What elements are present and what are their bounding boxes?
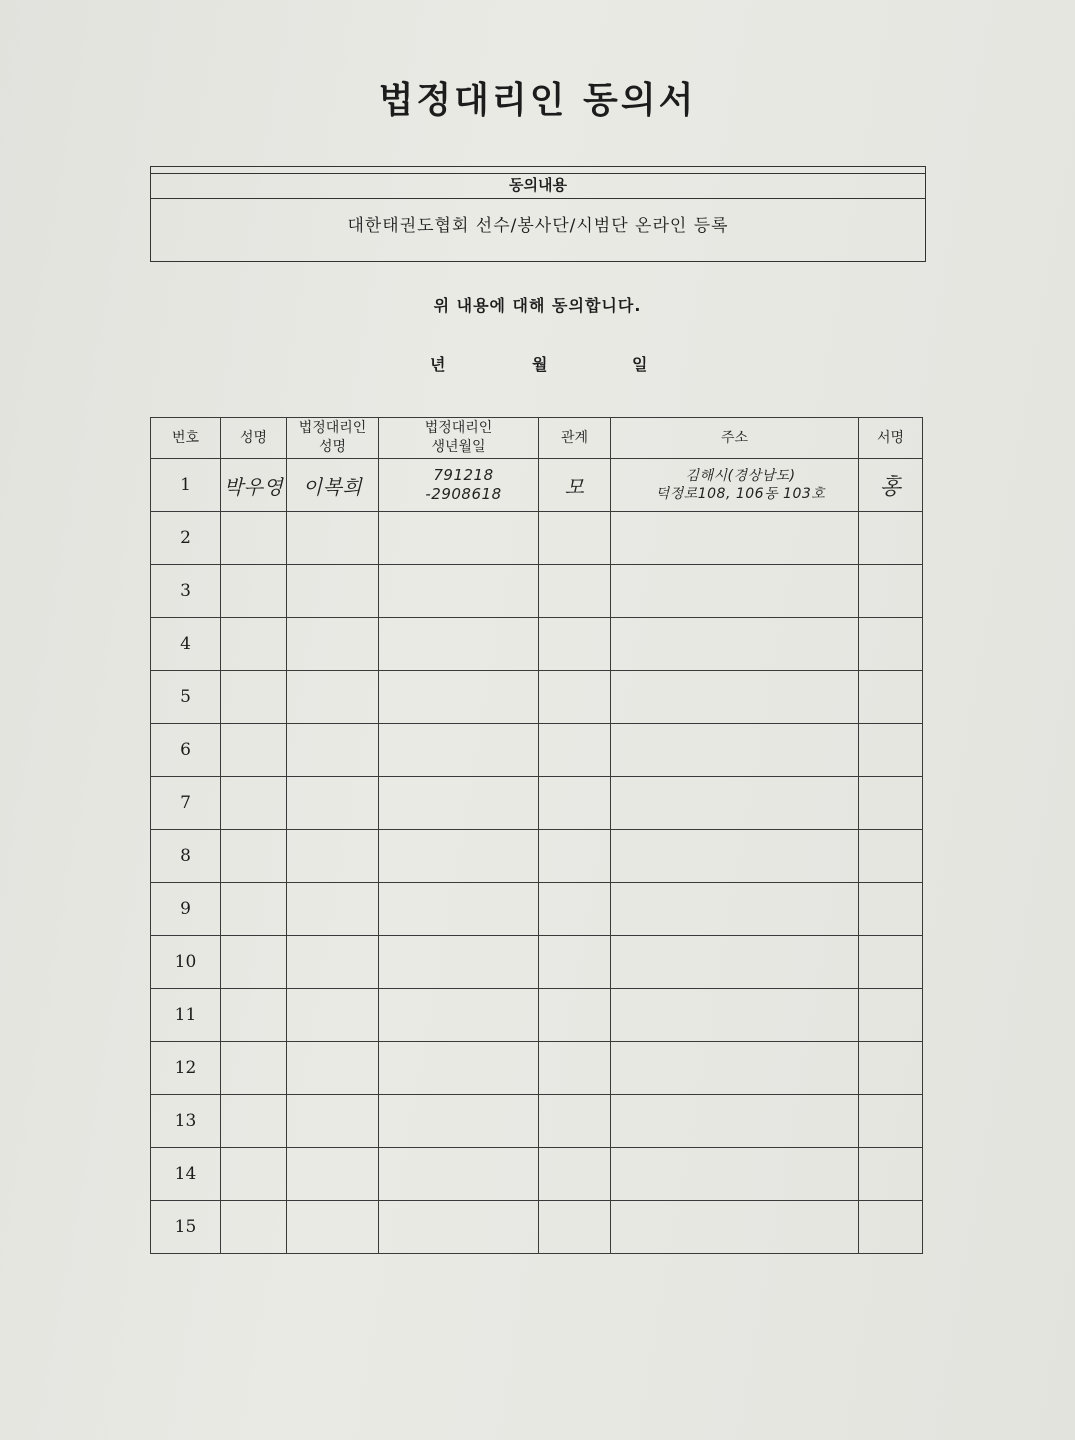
table-row [151, 618, 923, 671]
cell-signature [859, 830, 923, 883]
cell-address [611, 1095, 859, 1148]
cell-signature [859, 883, 923, 936]
header-name: 성명 [221, 418, 287, 459]
cell-guardian-name [287, 1201, 379, 1254]
cell-guardian-birth [379, 459, 539, 512]
cell-guardian-birth [379, 1095, 539, 1148]
cell-no [151, 1201, 221, 1254]
table-row [151, 777, 923, 830]
cell-relation [539, 618, 611, 671]
cell-guardian-birth [379, 936, 539, 989]
table-row [151, 989, 923, 1042]
cell-relation [539, 883, 611, 936]
table-header-row [151, 418, 923, 459]
cell-name [221, 1095, 287, 1148]
header-address: 주소 [611, 418, 859, 459]
address-line2: 덕정로108, 106동 103호 [655, 486, 826, 502]
cell-address [611, 618, 859, 671]
guardian-birth-line1: 791218 [433, 466, 494, 484]
cell-relation [539, 724, 611, 777]
cell-no [151, 989, 221, 1042]
guardian-table [150, 417, 923, 1254]
row-number: 15 [174, 1217, 197, 1237]
cell-guardian-name [287, 1042, 379, 1095]
table-row [151, 883, 923, 936]
cell-guardian-birth [379, 565, 539, 618]
cell-signature [859, 671, 923, 724]
cell-guardian-birth [379, 989, 539, 1042]
header-relation: 관계 [539, 418, 611, 459]
header-guardian-birth-line1: 법정대리인 [424, 420, 493, 436]
cell-relation [539, 830, 611, 883]
cell-address [611, 777, 859, 830]
cell-name [221, 1042, 287, 1095]
cell-signature [859, 1148, 923, 1201]
table-row [151, 512, 923, 565]
cell-relation [539, 989, 611, 1042]
agreement-statement: 위 내용에 대해 동의합니다. [433, 296, 642, 315]
cell-relation [539, 1201, 611, 1254]
guardian-relation: 모 [564, 474, 585, 499]
cell-guardian-name [287, 777, 379, 830]
header-guardian-name [287, 418, 379, 459]
row-number: 1 [180, 475, 191, 495]
cell-guardian-name [287, 883, 379, 936]
row-number: 9 [180, 899, 191, 919]
cell-signature [859, 618, 923, 671]
row-number: 8 [180, 846, 191, 866]
cell-name [221, 830, 287, 883]
cell-name [221, 883, 287, 936]
table-row [151, 724, 923, 777]
cell-name [221, 1148, 287, 1201]
cell-address [611, 883, 859, 936]
cell-guardian-name [287, 936, 379, 989]
cell-signature [859, 565, 923, 618]
cell-name [221, 1201, 287, 1254]
header-signature: 서명 [859, 418, 923, 459]
header-guardian-birth [379, 418, 539, 459]
cell-signature [859, 936, 923, 989]
cell-address [611, 1148, 859, 1201]
cell-no [151, 565, 221, 618]
cell-guardian-birth [379, 724, 539, 777]
cell-address [611, 671, 859, 724]
cell-no [151, 1042, 221, 1095]
header-guardian-birth-line2: 생년월일 [431, 439, 486, 455]
cell-no [151, 724, 221, 777]
guardian-name: 이복희 [302, 474, 363, 499]
cell-signature [859, 1042, 923, 1095]
cell-guardian-name [287, 989, 379, 1042]
cell-guardian-birth [379, 671, 539, 724]
date-year-label: 년 [430, 355, 446, 374]
row-number: 10 [174, 952, 197, 972]
cell-relation [539, 671, 611, 724]
row-number: 2 [180, 528, 191, 548]
cell-signature [859, 1095, 923, 1148]
cell-address [611, 830, 859, 883]
cell-signature [859, 1201, 923, 1254]
cell-name [221, 459, 287, 512]
cell-relation [539, 936, 611, 989]
cell-guardian-birth [379, 618, 539, 671]
cell-guardian-birth [379, 883, 539, 936]
cell-relation [539, 1095, 611, 1148]
header-guardian-name-line1: 법정대리인 [298, 420, 367, 436]
cell-guardian-birth [379, 1042, 539, 1095]
row-number: 6 [180, 740, 191, 760]
table-row [151, 1095, 923, 1148]
cell-name [221, 777, 287, 830]
cell-guardian-name [287, 724, 379, 777]
cell-name [221, 936, 287, 989]
cell-no [151, 618, 221, 671]
cell-relation [539, 777, 611, 830]
cell-no [151, 1095, 221, 1148]
table-row [151, 1201, 923, 1254]
guardian-signature: 홍 [879, 474, 902, 500]
guardian-birth-line2: -2908618 [425, 485, 502, 503]
cell-no [151, 459, 221, 512]
table-row [151, 1042, 923, 1095]
cell-guardian-name [287, 671, 379, 724]
cell-address [611, 936, 859, 989]
address-line1: 김해시(경상남도) [685, 468, 796, 484]
row-number: 3 [180, 581, 191, 601]
cell-no [151, 671, 221, 724]
table-row [151, 459, 923, 512]
cell-no [151, 883, 221, 936]
cell-guardian-birth [379, 1201, 539, 1254]
cell-signature [859, 724, 923, 777]
cell-no [151, 830, 221, 883]
table-row [151, 671, 923, 724]
cell-guardian-name [287, 1095, 379, 1148]
cell-guardian-name [287, 830, 379, 883]
cell-relation [539, 1148, 611, 1201]
cell-guardian-name [287, 459, 379, 512]
cell-no [151, 777, 221, 830]
cell-name [221, 512, 287, 565]
cell-guardian-name [287, 512, 379, 565]
cell-signature [859, 989, 923, 1042]
header-guardian-name-line2: 성명 [318, 439, 347, 455]
row-number: 11 [174, 1005, 197, 1025]
row-number: 13 [174, 1111, 197, 1131]
consent-header: 동의내용 [151, 173, 925, 199]
cell-relation [539, 459, 611, 512]
cell-name [221, 671, 287, 724]
page-title: 법정대리인 동의서 [378, 79, 697, 121]
table-row [151, 936, 923, 989]
cell-guardian-birth [379, 830, 539, 883]
cell-no [151, 936, 221, 989]
cell-address [611, 724, 859, 777]
cell-name [221, 565, 287, 618]
row-number: 12 [174, 1058, 197, 1078]
cell-relation [539, 1042, 611, 1095]
row-number: 7 [180, 793, 191, 813]
cell-name [221, 618, 287, 671]
cell-relation [539, 565, 611, 618]
cell-guardian-name [287, 618, 379, 671]
cell-address [611, 1042, 859, 1095]
cell-address [611, 459, 859, 512]
table-row [151, 565, 923, 618]
row-number: 5 [180, 687, 191, 707]
header-no: 번호 [151, 418, 221, 459]
cell-guardian-birth [379, 777, 539, 830]
cell-guardian-birth [379, 512, 539, 565]
cell-no [151, 512, 221, 565]
cell-relation [539, 512, 611, 565]
cell-address [611, 1201, 859, 1254]
date-month-label: 월 [532, 355, 548, 374]
cell-address [611, 512, 859, 565]
cell-signature [859, 777, 923, 830]
cell-guardian-name [287, 1148, 379, 1201]
cell-address [611, 989, 859, 1042]
consent-body: 대한태권도협회 선수/봉사단/시범단 온라인 등록 [347, 216, 729, 236]
cell-name [221, 724, 287, 777]
row-number: 14 [174, 1164, 197, 1184]
cell-name [221, 989, 287, 1042]
cell-signature [859, 512, 923, 565]
cell-no [151, 1148, 221, 1201]
date-day-label: 일 [632, 355, 648, 374]
student-name: 박우영 [223, 474, 284, 499]
cell-address [611, 565, 859, 618]
table-row [151, 830, 923, 883]
cell-signature [859, 459, 923, 512]
consent-content-box [150, 166, 926, 262]
cell-guardian-name [287, 565, 379, 618]
row-number: 4 [180, 634, 191, 654]
cell-guardian-birth [379, 1148, 539, 1201]
table-row [151, 1148, 923, 1201]
